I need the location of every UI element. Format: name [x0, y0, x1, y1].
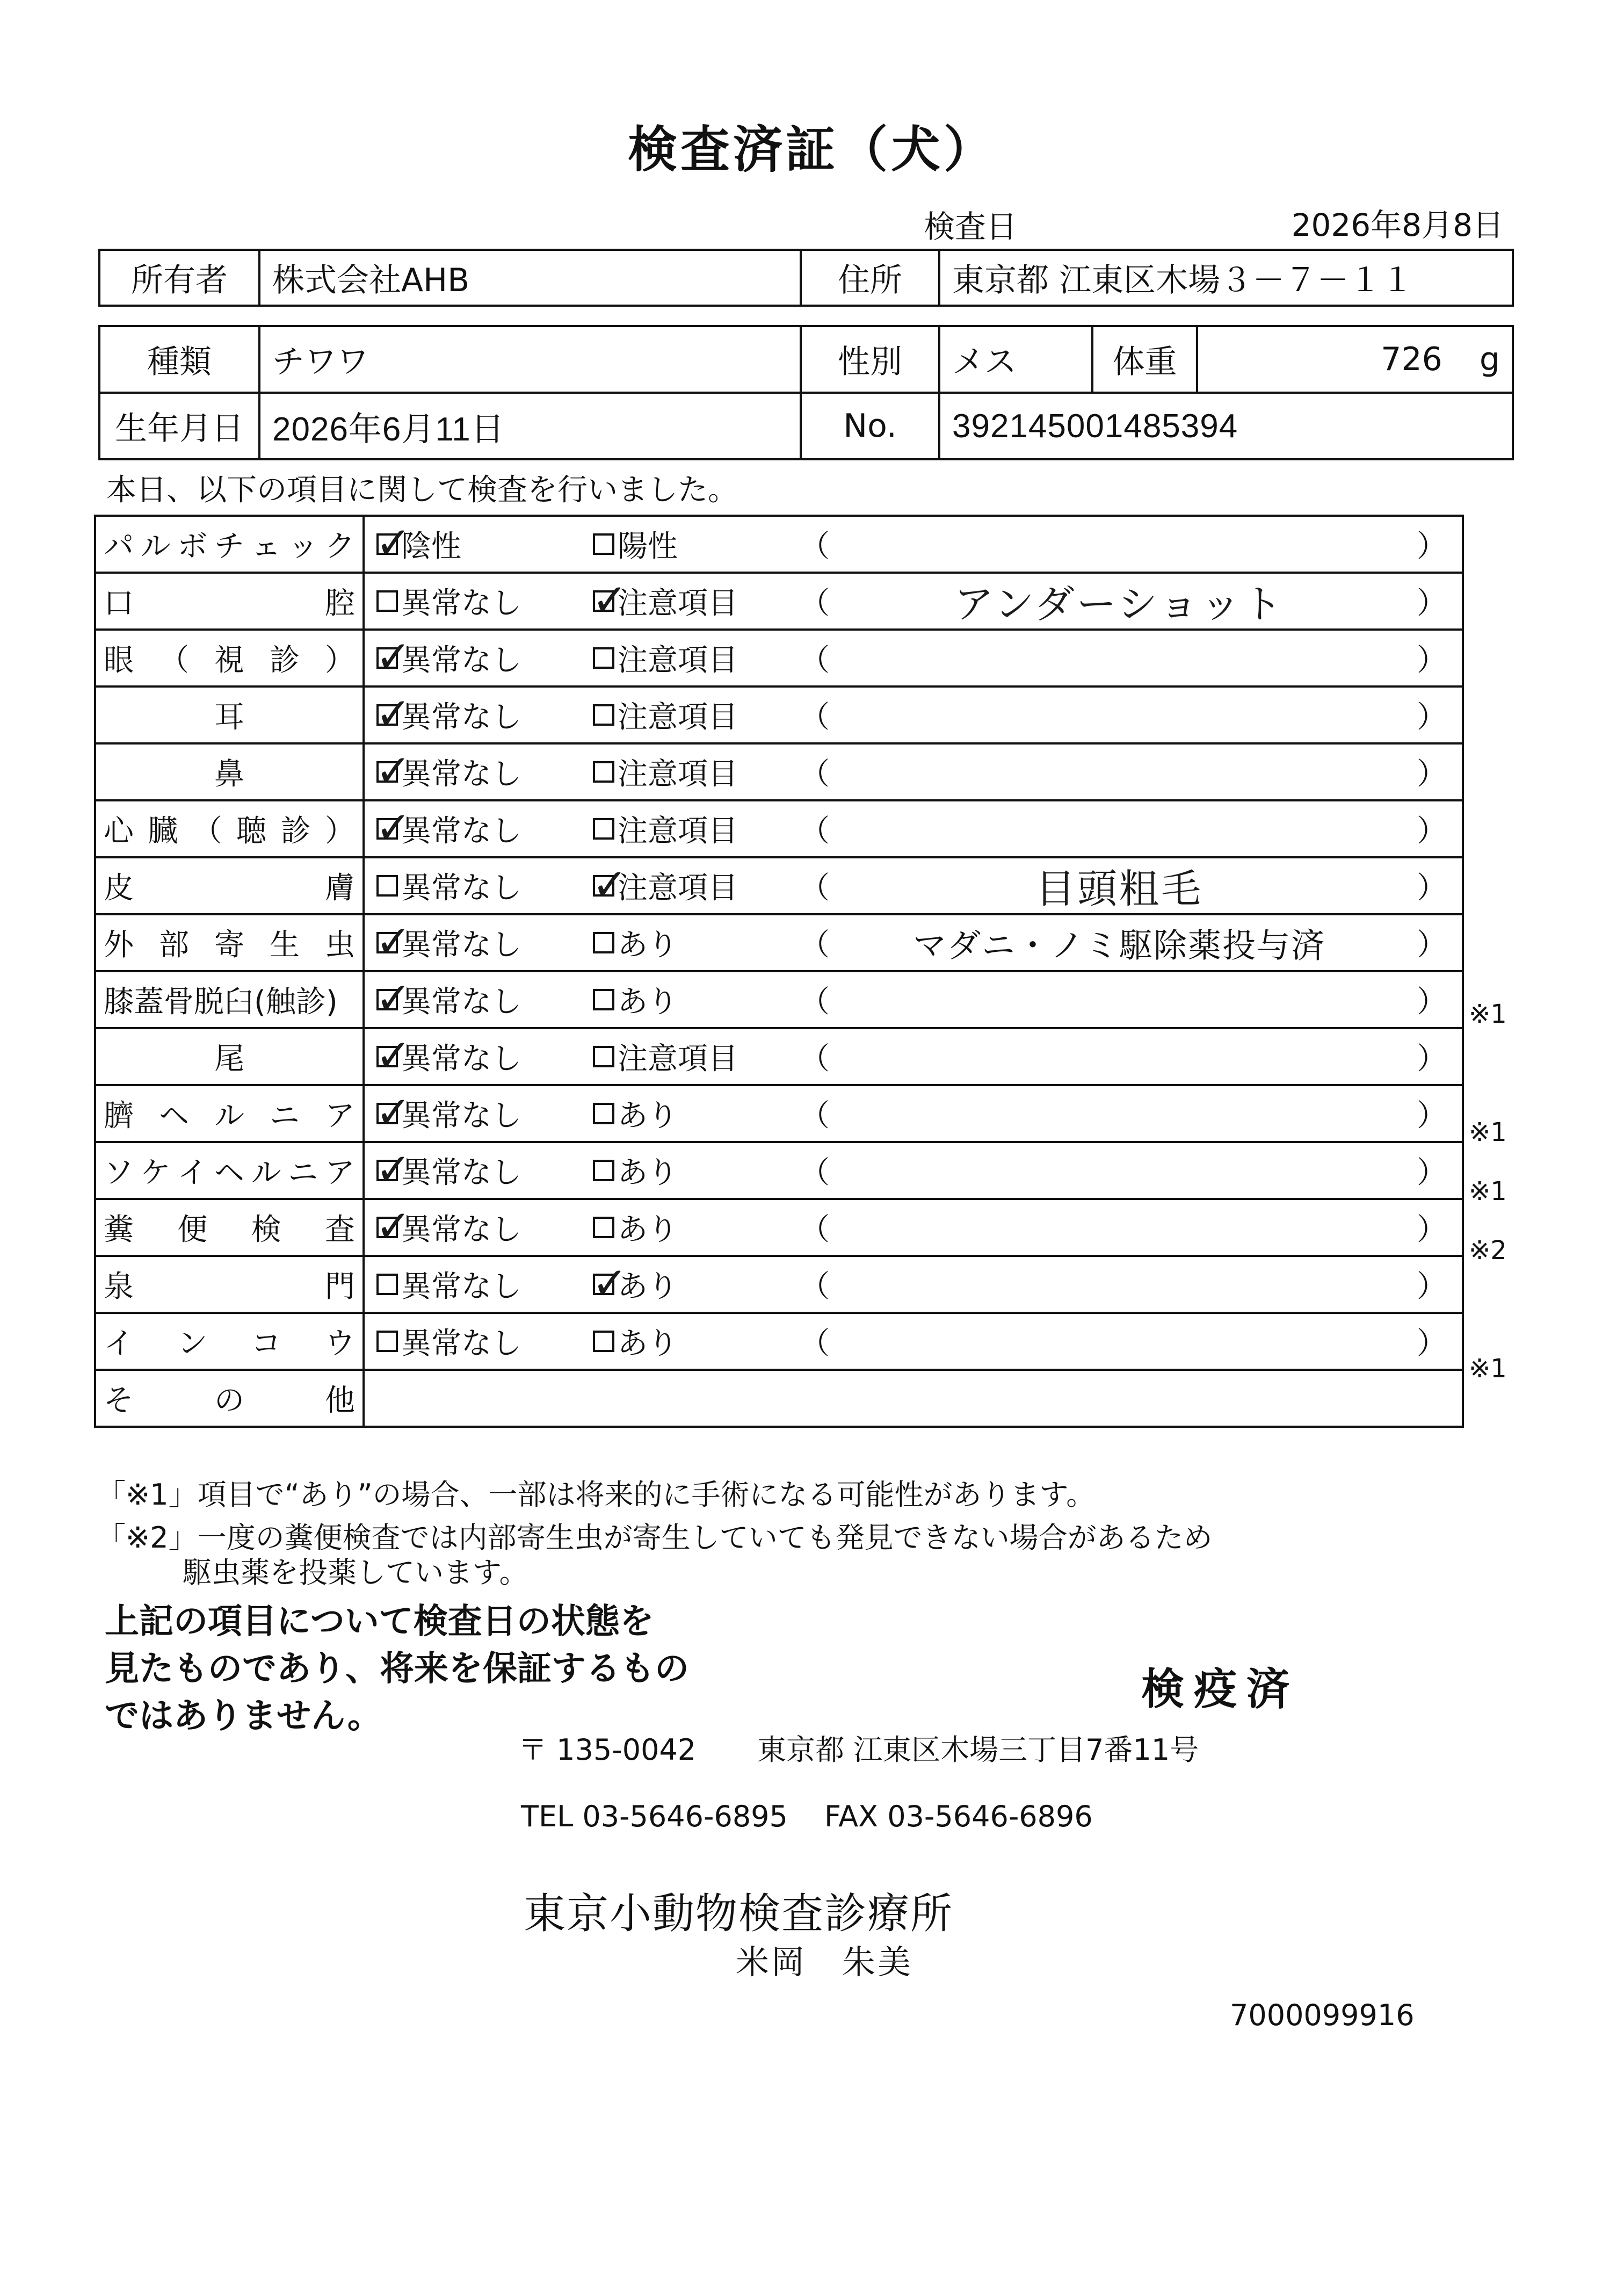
option-label: 陽性 [618, 529, 678, 564]
checkbox-icon[interactable] [375, 1144, 412, 1194]
note-close-paren: ） [1417, 814, 1447, 849]
inspection-result-cell [364, 1256, 1463, 1313]
footnote-marker: ※1 [1469, 1117, 1507, 1147]
item-name-text: 尾 [214, 1042, 244, 1076]
item-name-text: 泉 門 [104, 1269, 355, 1304]
item-name-text: パ ル ボ チ ェ ッ ク [104, 529, 355, 564]
inspection-row [95, 630, 1463, 686]
quarantine-stamp: 検疫済 [1141, 1664, 1299, 1714]
option-normal[interactable] [375, 1144, 521, 1194]
inspection-note-text: 目頭粗毛 [1035, 866, 1203, 912]
item-name-text: 鼻 [214, 757, 244, 792]
note-open-paren: （ [800, 1155, 830, 1190]
note-open-paren: （ [800, 1098, 830, 1133]
inspection-result-cell [364, 1142, 1463, 1199]
checkbox-icon[interactable] [593, 533, 614, 555]
option-abnormal[interactable] [593, 1320, 678, 1363]
item-name-text: 臍 ヘ ル ニ ア [104, 1098, 355, 1133]
disclaimer-line2: 見たものであり、将来を保証するもの [105, 1649, 689, 1689]
sex-value: メス [939, 326, 1092, 393]
inspection-row [95, 686, 1463, 743]
inspection-item-name [95, 1142, 364, 1199]
option-label: あり [618, 1269, 678, 1304]
checkbox-icon[interactable] [593, 647, 614, 669]
document-title: 検査済証（犬） [627, 121, 996, 178]
option-abnormal[interactable] [593, 693, 738, 736]
disclaimer [105, 1598, 689, 1740]
weight-label: 体重 [1092, 326, 1197, 393]
checkbox-icon[interactable] [375, 632, 412, 682]
sex-label: 性別 [801, 326, 939, 393]
footnote-2-line2: 駆虫薬を投薬しています。 [183, 1556, 528, 1589]
note-close-paren: ） [1417, 586, 1447, 621]
inspection-result-cell [364, 630, 1463, 686]
checkbox-icon[interactable] [592, 1258, 628, 1308]
inspection-item-name [95, 857, 364, 914]
option-label: あり [618, 1326, 678, 1361]
inspection-item-name [95, 630, 364, 686]
option-label: 異常なし [401, 757, 521, 792]
inspection-item-name [95, 914, 364, 971]
no-value: 392145001485394 [939, 393, 1513, 459]
checkbox-icon[interactable] [376, 1274, 398, 1295]
checkbox-icon[interactable] [592, 575, 628, 625]
checkbox-icon[interactable] [375, 973, 412, 1023]
option-label: あり [618, 1212, 678, 1247]
inspection-row [95, 914, 1463, 971]
option-normal[interactable] [375, 803, 521, 852]
clinic-tel: TEL 03-5646-6895 [521, 1799, 788, 1833]
item-name-text: 眼 （ 視 診 ） [104, 643, 355, 678]
note-open-paren: （ [800, 643, 830, 678]
option-label: 異常なし [401, 643, 521, 678]
checkbox-icon[interactable] [376, 1331, 398, 1352]
inspection-result-cell [364, 1028, 1463, 1085]
other-label-char: 他 [325, 1383, 355, 1418]
checkbox-icon[interactable] [593, 932, 614, 953]
option-normal[interactable] [375, 689, 521, 739]
note-close-paren: ） [1417, 529, 1447, 564]
inspection-result-cell [364, 1199, 1463, 1256]
inspection-item-name [95, 1085, 364, 1142]
other-label-char: の [214, 1383, 244, 1418]
inspection-result-cell [364, 1085, 1463, 1142]
inspection-row [95, 971, 1463, 1028]
option-abnormal[interactable] [593, 1035, 738, 1078]
check-mark-icon: ✓ [375, 1087, 412, 1137]
inspection-result-cell [364, 686, 1463, 743]
checkbox-icon[interactable] [592, 859, 628, 909]
option-label: 陰性 [401, 529, 461, 564]
option-normal[interactable] [375, 632, 521, 682]
inspection-row [95, 1142, 1463, 1199]
note-open-paren: （ [800, 586, 830, 621]
clinic-address: 東京都 江東区木場三丁目7番11号 [757, 1733, 1199, 1767]
note-open-paren: （ [800, 529, 830, 564]
inspection-note-text: マダニ・ノミ駆除薬投与済 [912, 926, 1325, 965]
option-label: 注意項目 [618, 586, 738, 621]
option-label: 注意項目 [618, 871, 738, 906]
inspection-row [95, 516, 1463, 573]
inspection-row [95, 1256, 1463, 1313]
clinic-name: 東京小動物検査診療所 [524, 1890, 954, 1938]
checkbox-icon[interactable] [376, 590, 398, 612]
inspection-item-name [95, 516, 364, 573]
inspection-note[interactable] [810, 573, 1428, 630]
note-close-paren: ） [1417, 643, 1447, 678]
pet-table [98, 325, 1514, 460]
inspection-note[interactable] [810, 857, 1428, 914]
option-normal[interactable] [375, 1201, 521, 1251]
inspection-result-cell [364, 516, 1463, 573]
note-open-paren: （ [800, 1212, 830, 1247]
footnote-marker: ※1 [1469, 1176, 1507, 1206]
option-normal[interactable] [375, 518, 461, 568]
inspection-row [95, 1313, 1463, 1370]
other-label-cell [95, 1370, 364, 1427]
item-name-text: 心 臓 （ 聴 診 ） [104, 814, 355, 849]
checkbox-icon[interactable] [593, 1160, 614, 1181]
inspection-row [95, 743, 1463, 800]
item-name-text: ソ ケ イ ヘ ル ニ ア [104, 1155, 355, 1190]
option-label: 異常なし [401, 586, 521, 621]
check-mark-icon: ✓ [375, 1030, 412, 1080]
option-normal[interactable] [375, 746, 521, 796]
postal-code: 〒 135-0042 [518, 1733, 697, 1767]
owner-table [98, 249, 1514, 307]
inspection-result-cell [364, 971, 1463, 1028]
checkbox-icon[interactable] [593, 989, 614, 1010]
checkbox-icon[interactable] [375, 803, 412, 852]
note-open-paren: （ [800, 814, 830, 849]
check-mark-icon: ✓ [375, 1201, 412, 1251]
item-name-text: 耳 [214, 700, 244, 735]
option-abnormal[interactable] [593, 1149, 678, 1192]
birth-value: 2026年6月11日 [259, 393, 801, 459]
check-mark-icon: ✓ [592, 859, 628, 909]
inspection-note[interactable] [810, 919, 1428, 967]
footnote-2-line1: 「※2」一度の糞便検査では内部寄生虫が寄生していても発見できない場合があるため [97, 1521, 1213, 1555]
note-close-paren: ） [1417, 1155, 1447, 1190]
other-value-cell [364, 1370, 1463, 1427]
option-abnormal[interactable] [593, 1092, 678, 1135]
option-label: 注意項目 [618, 700, 738, 735]
option-label: あり [618, 985, 678, 1020]
note-open-paren: （ [800, 928, 830, 963]
option-abnormal[interactable] [593, 921, 678, 964]
item-name-text: イ ン コ ウ [104, 1326, 355, 1361]
checkbox-icon[interactable] [593, 1103, 614, 1124]
inspection-result-cell [364, 914, 1463, 971]
option-normal[interactable] [375, 1030, 521, 1080]
option-label: あり [618, 1098, 678, 1133]
clinic-fax: FAX 03-5646-6896 [824, 1799, 1093, 1833]
note-close-paren: ） [1417, 928, 1447, 963]
inspection-result-cell [364, 743, 1463, 800]
inspection-result-cell [364, 857, 1463, 914]
no-label: No. [801, 393, 939, 459]
serial-number: 7000099916 [1230, 1998, 1415, 2032]
option-abnormal[interactable] [592, 575, 738, 625]
option-normal[interactable] [376, 1263, 521, 1306]
species-label: 種類 [99, 326, 259, 393]
inspection-table [94, 515, 1464, 1428]
exam-date-label: 検査日 [924, 208, 1018, 245]
checkbox-icon[interactable] [593, 1046, 614, 1067]
option-label: 異常なし [401, 700, 521, 735]
inspection-item-name [95, 573, 364, 630]
option-label: 異常なし [401, 1212, 521, 1247]
weight-value: 726 [1381, 341, 1442, 378]
option-abnormal[interactable] [593, 1206, 678, 1249]
option-abnormal[interactable] [593, 978, 678, 1021]
note-close-paren: ） [1417, 1042, 1447, 1076]
check-mark-icon: ✓ [592, 575, 628, 625]
check-mark-icon: ✓ [592, 1258, 628, 1308]
checkbox-icon[interactable] [593, 1331, 614, 1352]
check-mark-icon: ✓ [375, 916, 412, 966]
option-label: 異常なし [401, 1042, 521, 1076]
note-open-paren: （ [800, 1042, 830, 1076]
inspection-row [95, 857, 1463, 914]
note-close-paren: ） [1417, 1326, 1447, 1361]
option-label: 注意項目 [618, 643, 738, 678]
inspection-row [95, 1199, 1463, 1256]
owner-label: 所有者 [99, 250, 259, 306]
checkbox-icon[interactable] [375, 1030, 412, 1080]
option-label: あり [618, 928, 678, 963]
checkbox-icon[interactable] [375, 1087, 412, 1137]
note-open-paren: （ [800, 985, 830, 1020]
check-mark-icon: ✓ [375, 803, 412, 852]
option-label: 注意項目 [618, 1042, 738, 1076]
option-label: あり [618, 1155, 678, 1190]
note-close-paren: ） [1417, 1212, 1447, 1247]
other-label [104, 1377, 355, 1420]
inspection-item-name [95, 800, 364, 857]
option-label: 異常なし [401, 871, 521, 906]
footnote-marker: ※1 [1469, 999, 1507, 1029]
veterinarian-name: 米岡 朱美 [736, 1942, 914, 1982]
option-label: 注意項目 [618, 814, 738, 849]
option-abnormal[interactable] [593, 523, 678, 566]
option-normal[interactable] [375, 1087, 521, 1137]
note-close-paren: ） [1417, 700, 1447, 735]
item-name-text: 皮 膚 [104, 871, 355, 906]
inspection-note-text: アンダーショット [954, 581, 1285, 627]
check-mark-icon: ✓ [375, 518, 412, 568]
inspection-result-cell [364, 573, 1463, 630]
item-name-text: 口 腔 [104, 586, 355, 621]
checkbox-icon[interactable] [593, 761, 614, 783]
option-label: 注意項目 [618, 757, 738, 792]
option-label: 異常なし [401, 1326, 521, 1361]
option-label: 異常なし [401, 985, 521, 1020]
note-close-paren: ） [1417, 757, 1447, 792]
inspection-item-name [95, 1028, 364, 1085]
other-label-char: そ [104, 1383, 134, 1418]
option-abnormal[interactable] [593, 807, 738, 850]
inspection-result-cell [364, 1313, 1463, 1370]
option-abnormal[interactable] [593, 750, 738, 793]
item-name-text: 糞 便 検 査 [104, 1212, 355, 1247]
checkbox-icon[interactable] [375, 916, 412, 966]
option-abnormal[interactable] [592, 1258, 678, 1308]
note-open-paren: （ [800, 1269, 830, 1304]
weight-unit: g [1479, 341, 1500, 378]
inspection-item-name [95, 743, 364, 800]
option-normal[interactable] [375, 916, 521, 966]
note-close-paren: ） [1417, 1098, 1447, 1133]
exam-date-value: 2026年8月8日 [1291, 207, 1504, 243]
option-abnormal[interactable] [592, 859, 738, 909]
inspection-item-name [95, 1256, 364, 1313]
option-normal[interactable] [375, 973, 521, 1023]
footnote-1: 「※1」項目で“あり”の場合、一部は将来的に手術になる可能性があります。 [97, 1478, 1096, 1512]
option-abnormal[interactable] [593, 637, 738, 680]
inspection-row [95, 1028, 1463, 1085]
check-mark-icon: ✓ [375, 689, 412, 739]
address-label: 住所 [801, 250, 939, 306]
checkbox-icon[interactable] [593, 704, 614, 726]
inspection-item-name [95, 971, 364, 1028]
weight-cell [1197, 326, 1513, 393]
inspection-item-name [95, 1199, 364, 1256]
birth-label: 生年月日 [99, 393, 259, 459]
note-open-paren: （ [800, 757, 830, 792]
check-mark-icon: ✓ [375, 632, 412, 682]
check-mark-icon: ✓ [375, 1144, 412, 1194]
option-normal[interactable] [376, 580, 521, 623]
note-close-paren: ） [1417, 871, 1447, 906]
inspection-row [95, 573, 1463, 630]
inspection-item-name [95, 686, 364, 743]
item-name-text: 膝蓋骨脱臼(触診) [104, 985, 338, 1020]
checkbox-icon[interactable] [375, 1201, 412, 1251]
note-close-paren: ） [1417, 985, 1447, 1020]
option-label: 異常なし [401, 1155, 521, 1190]
item-name-text: 外 部 寄 生 虫 [104, 928, 355, 963]
checkbox-icon[interactable] [376, 875, 398, 897]
footnote-marker: ※1 [1469, 1354, 1507, 1384]
intro-text: 本日、以下の項目に関して検査を行いました。 [106, 473, 738, 508]
note-open-paren: （ [800, 871, 830, 906]
note-open-paren: （ [800, 700, 830, 735]
check-mark-icon: ✓ [375, 746, 412, 796]
disclaimer-line1: 上記の項目について検査日の状態を [105, 1602, 654, 1642]
checkbox-icon[interactable] [375, 746, 412, 796]
check-mark-icon: ✓ [375, 973, 412, 1023]
option-label: 異常なし [401, 928, 521, 963]
checkbox-icon[interactable] [593, 1217, 614, 1238]
option-normal[interactable] [376, 1320, 521, 1363]
inspection-item-name [95, 1313, 364, 1370]
address-value: 東京都 江東区木場３－７－１１ [939, 250, 1513, 306]
checkbox-icon[interactable] [375, 689, 412, 739]
option-label: 異常なし [401, 1269, 521, 1304]
note-open-paren: （ [800, 1326, 830, 1361]
disclaimer-line3: ではありません。 [105, 1696, 382, 1736]
inspection-result-cell [364, 800, 1463, 857]
species-value: チワワ [259, 326, 801, 393]
inspection-row [95, 800, 1463, 857]
checkbox-icon[interactable] [375, 518, 412, 568]
footnote-marker: ※2 [1469, 1235, 1507, 1266]
owner-value: 株式会社AHB [259, 250, 801, 306]
option-label: 異常なし [401, 1098, 521, 1133]
note-close-paren: ） [1417, 1269, 1447, 1304]
option-label: 異常なし [401, 814, 521, 849]
option-normal[interactable] [376, 864, 521, 907]
inspection-row [95, 1085, 1463, 1142]
checkbox-icon[interactable] [593, 818, 614, 840]
